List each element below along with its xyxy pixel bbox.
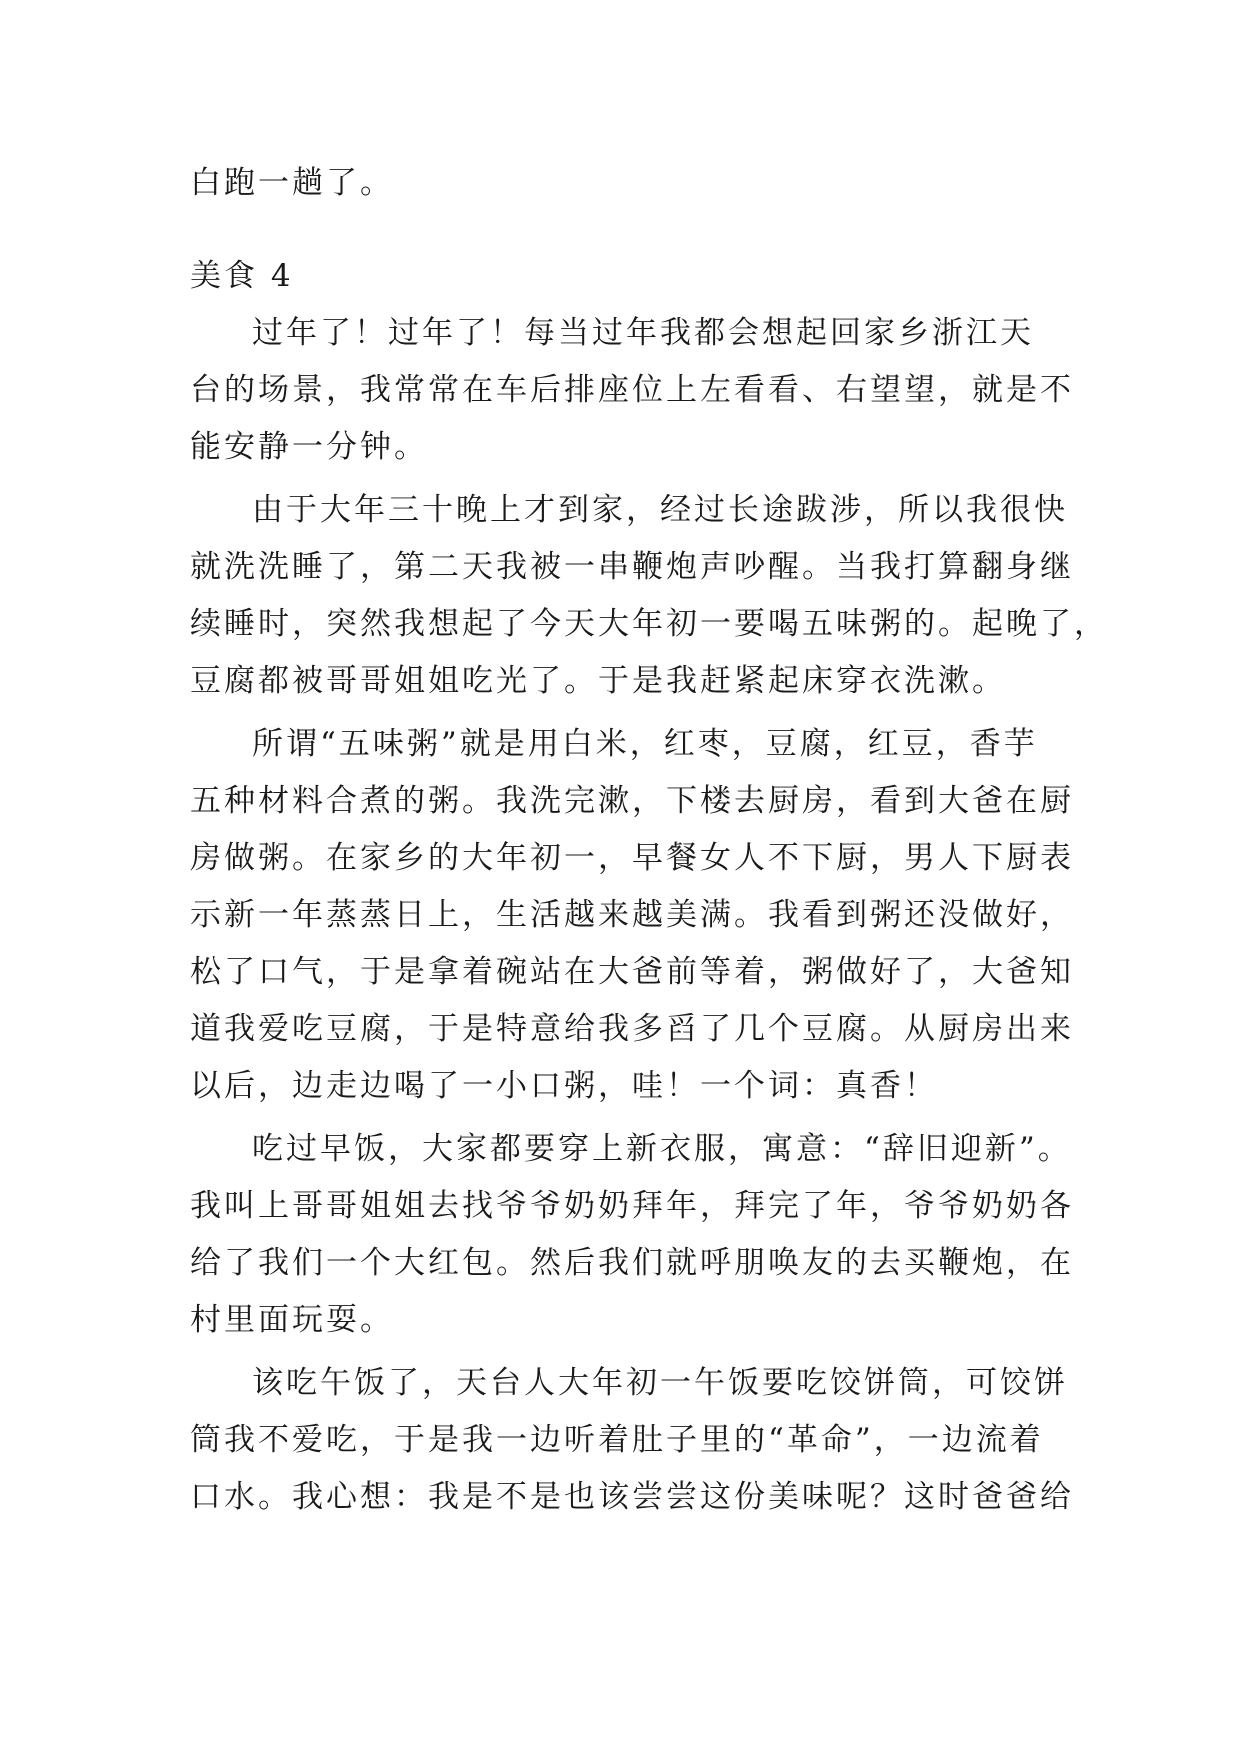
paragraph-line: 五种材料合煮的粥。我洗完漱，下楼去厨房，看到大爸在厨 <box>190 783 1074 819</box>
paragraph-line: 我叫上哥哥姐姐去找爷爷奶奶拜年，拜完了年，爷爷奶奶各 <box>190 1188 1074 1224</box>
paragraph-line: 吃过早饭，大家都要穿上新衣服，寓意：“辞旧迎新”。 <box>252 1131 1072 1167</box>
paragraph-line: 村里面玩耍。 <box>190 1302 394 1338</box>
paragraph-line: 豆腐都被哥哥姐姐吃光了。于是我赶紧起床穿衣洗漱。 <box>190 663 1006 699</box>
section-spacer <box>190 212 1060 248</box>
paragraph-line: 口水。我心想：我是不是也该尝尝这份美味呢？这时爸爸给 <box>190 1479 1074 1515</box>
paragraph <box>190 482 1108 710</box>
paragraph-line: 松了口气，于是拿着碗站在大爸前等着，粥做好了，大爸知 <box>190 954 1074 990</box>
paragraph-line: 续睡时，突然我想起了今天大年初一要喝五味粥的。起晚了， <box>190 606 1108 642</box>
paragraph-line: 就洗洗睡了，第二天我被一串鞭炮声吵醒。当我打算翻身继 <box>190 549 1074 585</box>
paragraph-line: 示新一年蒸蒸日上，生活越来越美满。我看到粥还没做好， <box>190 897 1074 933</box>
paragraph-line: 由于大年三十晚上才到家，经过长途跋涉，所以我很快 <box>252 492 1068 528</box>
paragraph-line: 所谓“五味粥”就是用白米，红枣，豆腐，红豆，香芋 <box>252 726 1038 762</box>
paragraph-line: 能安静一分钟。 <box>190 429 428 465</box>
paragraph-line: 给了我们一个大红包。然后我们就呼朋唤友的去买鞭炮，在 <box>190 1245 1074 1281</box>
paragraph-line: 筒我不爱吃，于是我一边听着肚子里的“革命”，一边流着 <box>190 1422 1044 1458</box>
carryover-line: 白跑一趟了。 <box>190 165 394 201</box>
paragraph <box>190 1121 1074 1349</box>
paragraph-line: 道我爱吃豆腐，于是特意给我多舀了几个豆腐。从厨房出来 <box>190 1011 1074 1047</box>
paragraph-line: 台的场景，我常常在车后排座位上左看看、右望望，就是不 <box>190 372 1074 408</box>
paragraph-line: 该吃午饭了，天台人大年初一午饭要吃饺饼筒，可饺饼 <box>252 1365 1068 1401</box>
paragraph-line: 以后，边走边喝了一小口粥，哇！一个词：真香！ <box>190 1068 938 1104</box>
paragraph-line: 过年了！过年了！每当过年我都会想起回家乡浙江天 <box>252 315 1034 351</box>
paragraph <box>190 716 1074 1115</box>
document-body <box>190 155 1108 1526</box>
section-title: 美食 4 <box>190 258 294 294</box>
paragraph-line: 房做粥。在家乡的大年初一，早餐女人不下厨，男人下厨表 <box>190 840 1074 876</box>
paragraph <box>190 1355 1074 1526</box>
paragraph <box>190 305 1074 476</box>
